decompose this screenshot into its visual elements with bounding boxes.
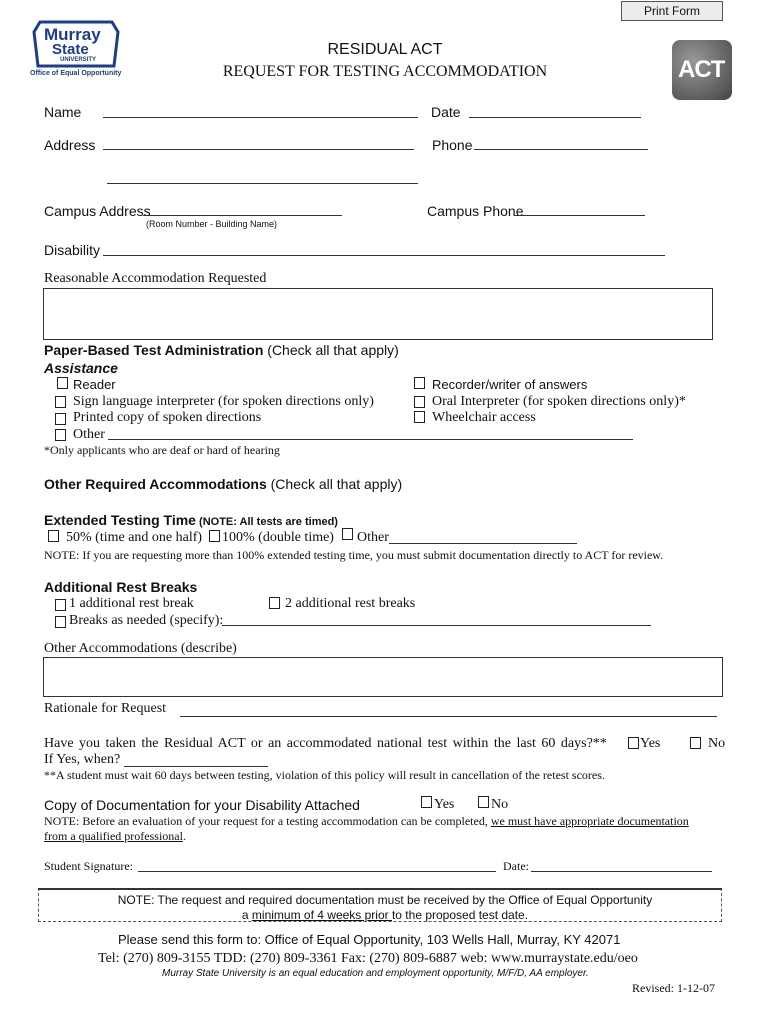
documentation-note [44,814,689,829]
address-field-line2[interactable] [107,183,418,184]
campus-address-field[interactable] [143,215,342,216]
reader-checkbox[interactable] [57,377,68,389]
documentation-note-a: NOTE: Before an evaluation of your request for a testing accommodation can be completed, [44,814,491,828]
other-assistance-field[interactable] [108,439,633,440]
sign-language-checkbox[interactable] [55,396,66,408]
extended-50-checkbox[interactable] [48,530,59,542]
rest-needed-checkbox[interactable] [55,616,66,628]
other-accommodations-box[interactable] [43,657,723,697]
copy-doc-yes-checkbox[interactable] [421,796,432,808]
form-title: RESIDUAL ACT [327,41,443,58]
name-label: Name [44,104,82,120]
oral-interpreter-checkbox[interactable] [414,396,425,408]
notice-line2c: to the proposed test date. [391,908,529,922]
phone-field[interactable] [474,149,648,150]
oral-interpreter-label: Oral Interpreter (for spoken directions only)* [432,394,686,409]
documentation-note-2 [44,829,186,844]
documentation-note-c: from a qualified professional [44,829,183,843]
retest-footnote: **A student must wait 60 days between testing, violation of this policy will result in cancellation of the retest scores. [44,768,605,782]
revised-date: Revised: 1-12-07 [632,981,715,995]
other-required-note: (Check all that apply) [266,476,403,492]
extended-100-label: 100% (double time) [222,530,334,545]
recent-test-yes-checkbox[interactable] [628,737,639,749]
wheelchair-checkbox[interactable] [414,411,425,423]
notice-line2a: a [241,908,252,922]
campus-address-hint: (Room Number - Building Name) [146,219,278,229]
rest-1-checkbox[interactable] [55,599,66,611]
when-field[interactable] [124,766,268,767]
other-required-heading [44,476,402,492]
eeo-statement: Murray State University is an equal education and employment opportunity, M/F/D, AA employer. [162,968,589,979]
notice-line1: NOTE: The request and required documentation must be received by the Office of Equal Opportunity [117,893,653,907]
copy-doc-no-label: No [491,797,509,812]
disability-label: Disability [44,242,101,258]
paper-based-title: Paper-Based Test Administration [44,342,264,358]
student-signature-label: Student Signature: [44,859,133,873]
rest-breaks-heading: Additional Rest Breaks [44,579,198,595]
extended-other-checkbox[interactable] [342,528,353,540]
rest-needed-label: Breaks as needed (specify): [69,613,224,628]
assistance-heading: Assistance [44,360,118,376]
notice-line2 [0,908,770,922]
printed-copy-checkbox[interactable] [55,413,66,425]
copy-doc-yes-label: Yes [434,797,455,812]
sign-language-label: Sign language interpreter (for spoken directions only) [73,394,374,409]
rationale-label: Rationale for Request [44,701,167,716]
form-subtitle: REQUEST FOR TESTING ACCOMMODATION [222,63,548,80]
date-field[interactable] [469,117,641,118]
recent-test-yes-label: Yes [640,736,661,751]
paper-based-heading [44,342,399,358]
recent-test-no-checkbox[interactable] [690,737,701,749]
extended-time-title: Extended Testing Time [44,512,196,528]
signature-date-field[interactable] [531,871,712,872]
extended-other-field[interactable] [389,543,577,544]
address-field[interactable] [103,149,414,150]
reasonable-accommodation-box[interactable] [43,288,713,340]
other-accommodations-label: Other Accommodations (describe) [44,641,237,656]
documentation-note-b: we must have appropriate documentation [490,814,689,828]
campus-address-label: Campus Address [44,203,151,219]
reader-label: Reader [73,377,116,392]
other-required-title: Other Required Accommodations [44,476,267,492]
student-signature-field[interactable] [138,871,496,872]
extended-50-label: 50% (time and one half) [66,530,203,545]
phone-label: Phone [432,137,473,153]
rest-2-checkbox[interactable] [269,597,280,609]
other-assistance-label: Other [73,427,105,442]
notice-line2b: minimum of 4 weeks prior [251,908,392,922]
contact-info: Tel: (270) 809-3155 TDD: (270) 809-3361 Fax: (270) 809-6887 web: www.murraystate.edu/oeo [98,951,638,966]
recent-test-no-label: No [708,736,726,751]
name-field[interactable] [103,117,418,118]
rest-1-label: 1 additional rest break [69,596,194,611]
extended-time-note: (NOTE: All tests are timed) [195,516,338,528]
campus-phone-label: Campus Phone [427,203,524,219]
rest-2-label: 2 additional rest breaks [285,596,416,611]
extended-100-checkbox[interactable] [209,530,220,542]
recorder-checkbox[interactable] [414,377,425,389]
act-logo-text: ACT [678,56,725,83]
logo-office: Office of Equal Opportunity [30,70,122,77]
campus-phone-field[interactable] [515,215,645,216]
disability-field[interactable] [103,255,665,256]
logo-state: State [52,41,89,58]
copy-doc-no-checkbox[interactable] [478,796,489,808]
rest-needed-field[interactable] [222,625,651,626]
extended-other-label: Other [357,530,389,545]
reasonable-accommodation-label: Reasonable Accommodation Requested [44,271,267,286]
rationale-field[interactable] [180,716,717,717]
documentation-note-d: . [182,829,186,843]
print-form-button[interactable]: Print Form [621,1,723,21]
signature-date-label: Date: [503,859,529,873]
logo-university: UNIVERSITY [60,57,97,63]
address-label: Address [44,137,96,153]
paper-based-note: (Check all that apply) [263,342,399,358]
other-assistance-checkbox[interactable] [55,429,66,441]
recent-test-question: Have you taken the Residual ACT or an accommodated national test within the last 60 days?** [44,736,607,751]
extended-time-heading [44,512,338,530]
wheelchair-label: Wheelchair access [432,410,536,425]
date-label: Date [431,104,461,120]
recorder-label: Recorder/writer of answers [432,377,588,392]
when-label: If Yes, when? [44,752,121,767]
send-form-address: Please send this form to: Office of Equal Opportunity, 103 Wells Hall, Murray, KY 42071 [118,932,621,947]
assistance-footnote: *Only applicants who are deaf or hard of hearing [44,443,280,457]
copy-documentation-label: Copy of Documentation for your Disability Attached [44,797,360,813]
logo-murray: Murray [44,25,101,44]
extended-time-note2: NOTE: If you are requesting more than 100% extended testing time, you must submit documentation directly to ACT for review. [44,548,664,562]
printed-copy-label: Printed copy of spoken directions [73,410,262,425]
